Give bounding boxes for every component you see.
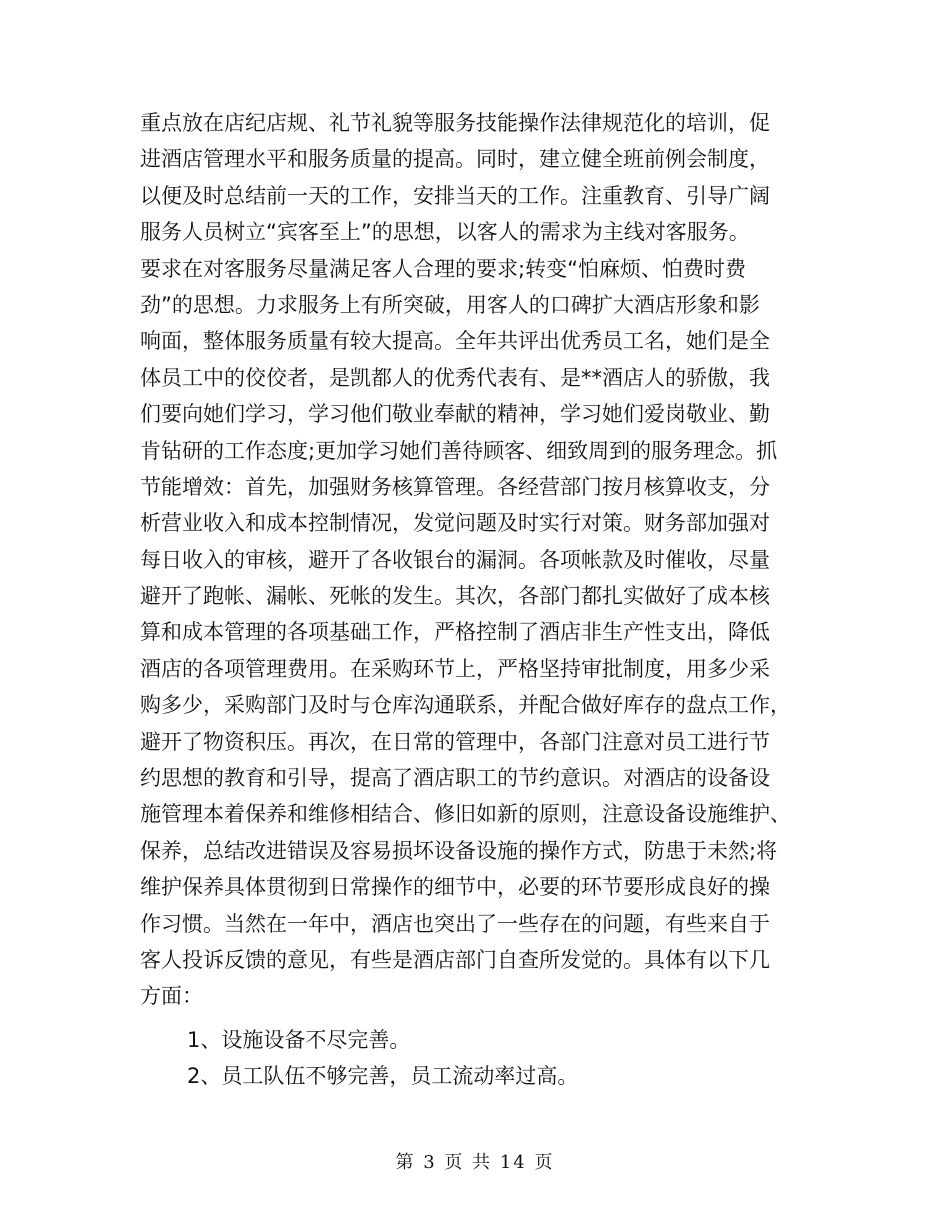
paragraph-line: 们要向她们学习，学习他们敬业奉献的精神，学习她们爱岗敬业、勤 [140,402,770,427]
list-item: 1、设施设备不尽完善。 [187,1028,411,1052]
paragraph-line: 算和成本管理的各项基础工作，严格控制了酒店非生产性支出，降低 [140,620,770,645]
paragraph-line: 作习惯。当然在一年中，酒店也突出了一些存在的问题，有些来自于 [140,911,770,936]
paragraph-line: 维护保养具体贯彻到日常操作的细节中，必要的环节要形成良好的操 [140,875,770,900]
paragraph-line: 保养，总结改进错误及容易损坏设备设施的操作方式，防患于未然;将 [140,838,778,863]
paragraph-line: 购多少，采购部门及时与仓库沟通联系，并配合做好库存的盘点工作， [140,693,791,718]
paragraph-line: 方面： [140,984,203,1009]
page-footer: 第 3 页 共 14 页 [395,1152,555,1173]
paragraph-line: 进酒店管理水平和服务质量的提高。同时，建立健全班前例会制度， [140,147,770,172]
paragraph-line: 约思想的教育和引导，提高了酒店职工的节约意识。对酒店的设备设 [140,766,770,791]
paragraph-line: 以便及时总结前一天的工作，安排当天的工作。注重教育、引导广阔 [140,183,770,208]
list-item: 2、员工队伍不够完善，员工流动率过高。 [187,1064,579,1089]
paragraph-line: 体员工中的佼佼者，是凯都人的优秀代表有、是**酒店人的骄傲，我 [140,365,770,390]
paragraph-line: 每日收入的审核，避开了各收银台的漏洞。各项帐款及时催收，尽量 [140,547,770,572]
body-paragraph [140,105,820,1015]
paragraph-line: 肯钻研的工作态度;更加学习她们善待顾客、细致周到的服务理念。抓 [140,438,778,463]
paragraph-line: 酒店的各项管理费用。在采购环节上，严格坚持审批制度，用多少采 [140,656,770,681]
paragraph-line: 施管理本着保养和维修相结合、修旧如新的原则，注意设备设施维护、 [140,802,791,827]
paragraph-line: 节能增效：首先，加强财务核算管理。各经营部门按月核算收支，分 [140,474,770,499]
paragraph-line: 析营业收入和成本控制情况，发觉问题及时实行对策。财务部加强对 [140,511,770,536]
paragraph-line: 劲”的思想。力求服务上有所突破，用客人的口碑扩大酒店形象和影 [140,292,760,317]
paragraph-line: 要求在对客服务尽量满足客人合理的要求;转变“怕麻烦、怕费时费 [140,256,746,281]
issue-list [187,1022,578,1095]
paragraph-line: 服务人员树立“宾客至上”的思想，以客人的需求为主线对客服务。 [140,220,750,245]
paragraph-line: 避开了跑帐、漏帐、死帐的发生。其次，各部门都扎实做好了成本核 [140,584,770,609]
paragraph-line: 客人投诉反馈的意见，有些是酒店部门自查所发觉的。具体有以下几 [140,947,770,972]
paragraph-line: 响面，整体服务质量有较大提高。全年共评出优秀员工名，她们是全 [140,329,770,354]
paragraph-line: 重点放在店纪店规、礼节礼貌等服务技能操作法律规范化的培训，促 [140,111,770,135]
paragraph-line: 避开了物资积压。再次，在日常的管理中，各部门注意对员工进行节 [140,729,770,754]
